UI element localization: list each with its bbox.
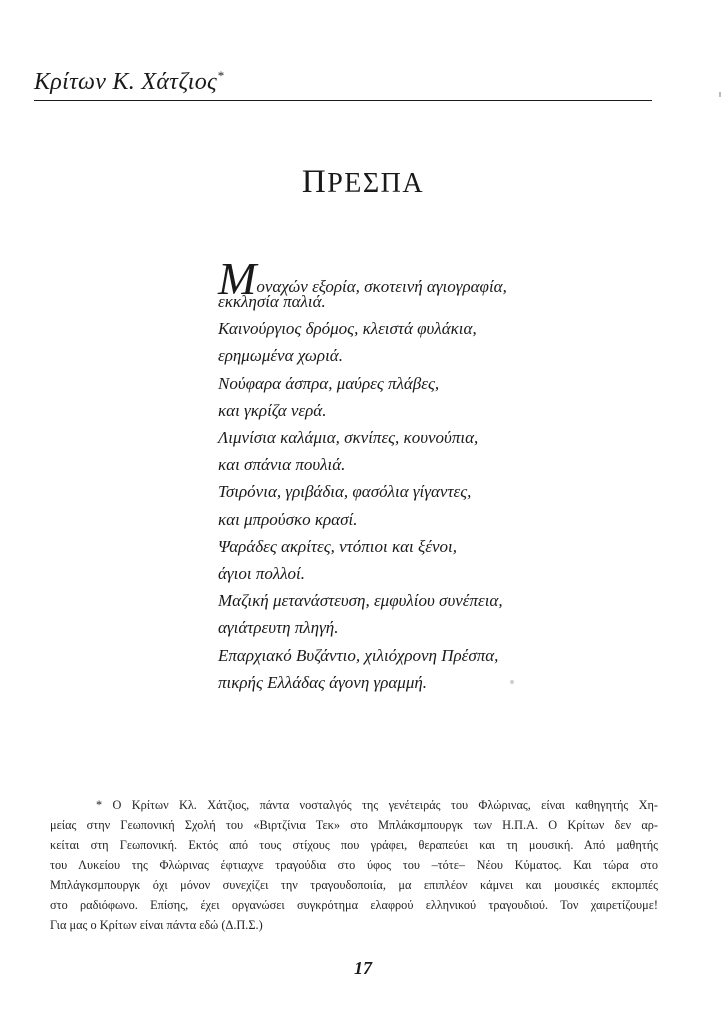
footnote-line: Για μας ο Κρίτων είναι πάντα εδώ (Δ.Π.Σ.): [50, 918, 263, 932]
poem-title-initial: Π: [301, 164, 328, 200]
author-heading: [34, 68, 224, 96]
author-name: Κρίτων Κ. Χάτζιος: [34, 69, 218, 95]
scan-edge-mark: [719, 92, 721, 97]
poem-line: και μπρούσκο κρασί.: [218, 509, 358, 529]
page-header: [34, 66, 652, 101]
poem-line: Καινούργιος δρόμος, κλειστά φυλάκια,: [218, 319, 477, 339]
page-number: 17: [354, 958, 372, 978]
poem-first-line-text: οναχών εξορία, σκοτεινή αγιογραφία,: [256, 277, 507, 296]
footnote-marker: *: [217, 68, 224, 83]
poem-line: Λιμνίσια καλάμια, σκνίπες, κουνούπια,: [218, 428, 479, 447]
poem-line: Νούφαρα άσπρα, μαύρες πλάβες,: [218, 373, 440, 393]
footnote-line: * Ο Κρίτων Κλ. Χάτζιος, πάντα νοσταλγός της γενέτειράς του Φλώρινας, είναι καθηγητής Χη-: [96, 798, 658, 812]
poem-line: αγιάτρευτη πληγή.: [218, 618, 339, 638]
poem-line: Επαρχιακό Βυζάντιο, χιλιόχρονη Πρέσπα,: [218, 645, 499, 665]
poem-line: και γκρίζα νερά.: [218, 400, 327, 420]
poem-line: εκκλησία παλιά.: [218, 292, 326, 311]
footnote-line: Μπλάγκσμπουργκ όχι μόνον συνεχίζει την τραγουδοποιία, μα επιπλέον κάμνει και μουσικές εκπομπές: [50, 878, 658, 892]
footnote-line: του Λυκείου της Φλώρινας έφτιαχνε τραγούδια στο ύφος του –τότε– Νέου Κύματος. Και τώρα στο: [50, 858, 658, 872]
footnote-line: κείται στη Γεωπονική. Εκτός από τους στίχους που γράφει, θεραπεύει και τη μουσική. Από μαθητής: [50, 838, 658, 852]
footnote-line: μείας στην Γεωπονική Σχολή του «Βιρτζίνια Τεκ» στο Μπλάκσμπουργκ των Η.Π.Α. Ο Κρίτων δεν αρ-: [50, 818, 658, 832]
poem-line: Ψαράδες ακρίτες, ντόπιοι και ξένοι,: [218, 536, 458, 556]
poem-title-rest: ΡΕΣΠΑ: [327, 168, 425, 199]
poem-drop-cap: Μ: [218, 253, 257, 304]
poem-title: [0, 164, 726, 201]
poem-line: άγιοι πολλοί.: [218, 564, 306, 583]
poem-line: Μαζική μετανάστευση, εμφυλίου συνέπεια,: [218, 591, 503, 611]
poem-line: ερημωμένα χωριά.: [218, 346, 343, 366]
poem-line: Τσιρόνια, γριβάδια, φασόλια γίγαντες,: [218, 482, 472, 502]
scan-speck: [510, 680, 514, 684]
author-footnote: [50, 795, 658, 935]
footnote-line: στο ραδιόφωνο. Επίσης, έχει οργανώσει συγκρότημα ελαφρού ελληνικού τραγουδιού. Τον χαιρετίζουμε!: [50, 898, 658, 912]
poem-line: και σπάνια πουλιά.: [218, 455, 346, 475]
poem-line: πικρής Ελλάδας άγονη γραμμή.: [218, 672, 428, 692]
